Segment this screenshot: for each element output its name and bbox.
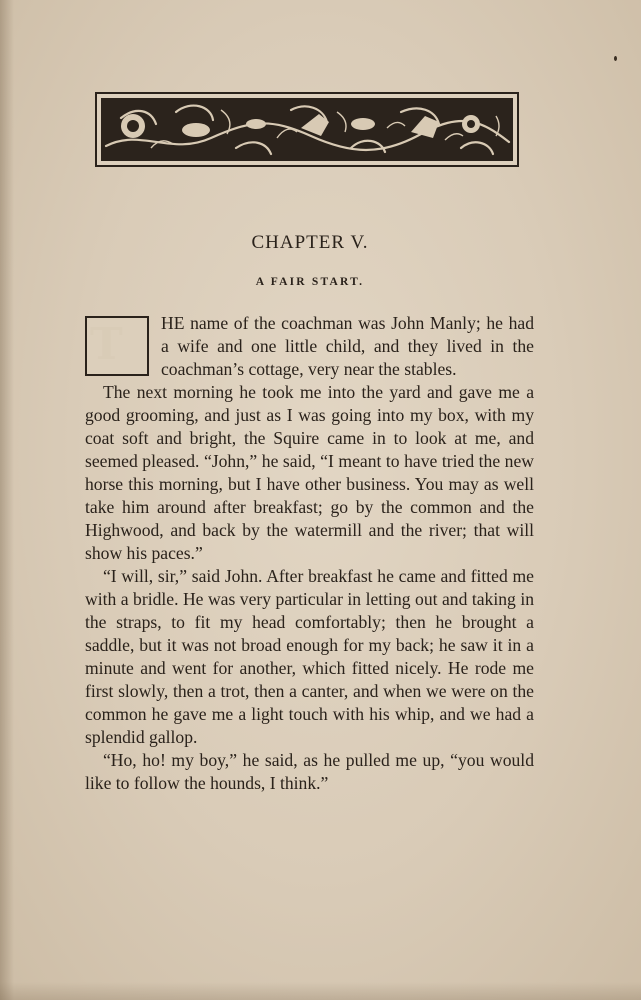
drop-cap: [85, 316, 149, 376]
floral-headpiece-ornament: [95, 92, 519, 167]
ink-speck: [614, 56, 617, 61]
paragraph: “Ho, ho! my boy,” he said, as he pulled me up, “you would like to follow the hounds, I think.”: [85, 750, 534, 793]
paragraph: The next morning he took me into the yard and gave me a good grooming, and just as I was going into my box, with my coat soft and bright, the Squire came in to look at me, and seemed pleased. “John,” he said, “I meant to have tried the new horse this morning, but I have other business. You may as well take him around after breakfast; go by the common and the Highwood, and back by the watermill and the river; that will show his paces.”: [85, 382, 534, 563]
paragraph: HE name of the coachman was John Manly; he had a wife and one little child, and they lived in the coachman’s cottage, very near the stables.: [85, 312, 534, 381]
chapter-title: CHAPTER V.: [251, 232, 369, 253]
chapter-subtitle: A FAIR START.: [255, 276, 365, 288]
paragraph: “I will, sir,” said John. After breakfast he came and fitted me with a bridle. He was very particular in letting out and taking in the straps, to fit my head comfortably; then he brought a saddle, but it was not broad enough for my back; he saw it in a minute and went for another, which fitted nicely. He rode me first slowly, then a trot, then a canter, and when we were on the common he gave me a light touch with his whip, and we had a splendid gallop.: [85, 566, 534, 747]
body-text: [85, 312, 534, 795]
floral-ornament-icon: [101, 98, 513, 161]
